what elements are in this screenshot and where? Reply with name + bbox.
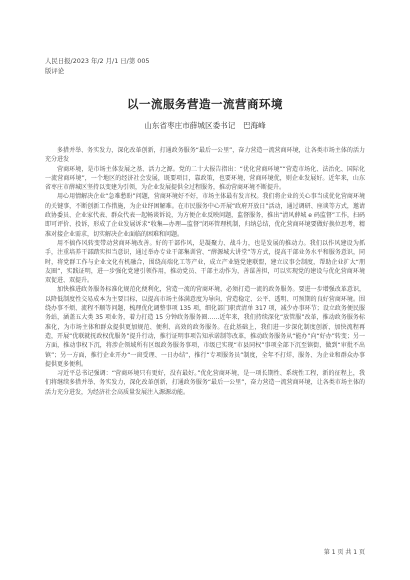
article-title: 以一流服务营造一流营商环境 [127,97,283,111]
page-number: 第 1 页 共 1 页 [323,549,365,556]
article-paragraph: 加快推进政务服务标准化规范化便利化，营造一流的营商环境，必须打造一流的政务服务。要进一步增强改革意识，以降低制度性交易成本为主要目标，以提高市场主体满意度为导向，营造稳定、公平、透明、可预期的良好营商环境。围绕办事不烦、流程不顺等问题，梳理优化调整事项 135 项，细化部门职责清单 317 项，减少办事环节；设立政务便民服务站，涵盖五大类 35 项业务，着力打造 15 分钟政务服务圈……近年来，我们持续深化“放管服”改革，推动政务服务标准化，为市场主体和群众提供更加规范、便利、高效的政务服务。在此基础上，我们进一步深化制度创新，加快流程再造，开展“优联就抚政权优服务”提升行动，推行证明事项告知承诺制等改革，推动政务服务从“能办”向“好办”转变；另一方面，推动事权下沉，将涉企领域所有区级政务服务事项，市级已实现“市县同权”事项全部下沉至镇街，做到“审批不出镇”；另一方面，推行企业开办“一窗受理、一日办结”，推行“专项服务员”制度，全年不打烊，服务、为企业和群众办事提供更多便利。 [45,286,365,368]
article-body [45,146,365,397]
publication-section: 版评论 [45,67,65,75]
article-author: 山东省枣庄市薛城区委书记 巴海峰 [144,121,266,130]
publication-line: 人民日报/2023 年/2 月/1 日/第 005 [45,57,150,65]
article-paragraph: 用心用情解决企业“急难愁盼”问题，营商环境好不好，市场主体最有发言权。我们将企业的关心事当成优化营商环境的关键事，不断创新工作措施，为企业纾困解难。在市民服务中心开展“政府开放日”活动，通过调研、座谈等方式，邀请政协委员、企业家代表、群众代表一起畅谈诉说，为方便企业反映问题，监督服务，推出“清风薛城 e 码监督”工作，扫码即可评价、投诉，形成了企业发展诉求“收集—办理—监督”闭环管理机制，归纳总结，优化营商环境要做好换位思考，精准对接企业需求，切实解决企业面临的困难和问题。 [45,193,365,238]
article-paragraph: 习近平总书记强调：“营商环境只有更好，没有最好。”优化营商环境，是一项长期性、系统性工程，新的征程上，我们将继续多措并举、务实发力，深化改革创新，打通政务服务“最后一公里”，奋力营造一流营商环境，让各类市场主体的活力充分进发，为经济社会高质量发展注入源源动能。 [45,370,365,396]
article-paragraph: 营商环境，是市场主体发展之基、活力之源。党的二十大报告指出：“优化营商环境”“营造市场化、法治化、国际化一流营商环境”，一个地区的经济社会发展，既要项目，靠政策，也要环境，营商环境优，则企业发展好。近年来，山东省枣庄市薛城区坚持以变建为引领，为企业发展提供全过程服务，推动营商环境不断提升。 [45,165,365,192]
article-paragraph: 多措并举、务实发力，深化改革创新，打通政务服务“最后一公里”，奋力营造一流营商环境，让各类市场主体的活力充分进发 [45,147,365,164]
publication-info [45,56,149,76]
article-paragraph: 用不搞作风转变带动营商环境改善。好的干部作风，是凝聚力、战斗力，也是发展的推动力。我们以作风建设为抓手，注重培养干部踏实担当意识，通过举办专业干部集训营、“薛源城大讲堂”等方式，提高干部业务水平和服务意识，同时，将党群工作与企业文化有机融合，围绕高端化工等产业，成立产业链党建联盟，建立议事会制度，帮助企业扩大“朋友圈”，实践证明，进一步强化党建引领作用，推动党员、干部主动作为，善谋善担，可以实现党的建设与优化营商环境双促进、双提升。 [45,239,365,285]
